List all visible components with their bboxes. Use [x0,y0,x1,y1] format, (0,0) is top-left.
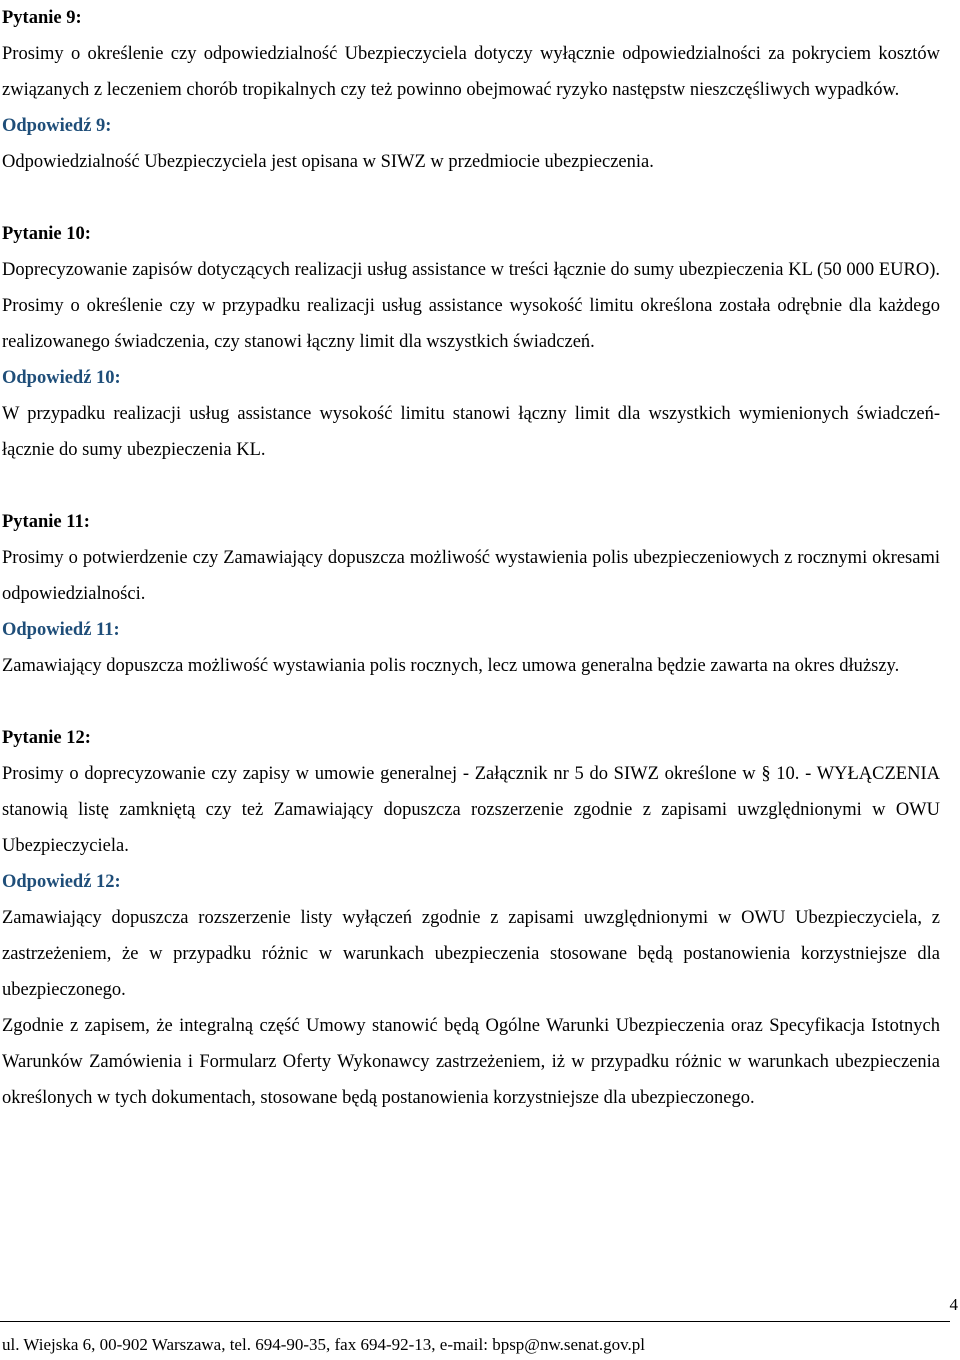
footer-divider [0,1321,950,1322]
answer-text: Odpowiedzialność Ubezpieczyciela jest opisana w SIWZ w przedmiocie ubezpieczenia. [2,152,654,172]
question-text: Prosimy o doprecyzowanie czy zapisy w umowie generalnej - Załącznik nr 5 do SIWZ określone w § 10. - WYŁĄCZENIA stanowią listę zamkniętą czy też Zamawiający dopuszcza rozszerzenie zgodnie z zapisami uwzględnionymi w OWU Ubezpieczyciela. [2,764,940,856]
page-number: 4 [949,1295,958,1314]
answer-heading: Odpowiedź 11: [2,620,120,640]
answer-heading: Odpowiedź 9: [2,116,112,136]
answer-heading: Odpowiedź 12: [2,872,121,892]
question-heading: Pytanie 9: [2,8,82,28]
qa-section-9 [2,0,940,180]
qa-section-11 [2,504,940,684]
answer-text: Zamawiający dopuszcza rozszerzenie listy wyłączeń zgodnie z zapisami uwzględnionymi w OWU Ubezpieczyciela, z zastrzeżeniem, że w przypadku różnic w warunkach ubezpieczenia stosowane będą postanowienia korzystniejsze dla ubezpieczonego. [2,908,940,1000]
footer-address: ul. Wiejska 6, 00-902 Warszawa, tel. 694-90-35, fax 694-92-13, e-mail: bpsp@nw.senat.gov.pl [2,1335,645,1354]
question-heading: Pytanie 12: [2,728,91,748]
document-content [2,0,940,1116]
question-text: Prosimy o potwierdzenie czy Zamawiający dopuszcza możliwość wystawienia polis ubezpieczeniowych z rocznymi okresami odpowiedzialności. [2,548,940,604]
answer-heading: Odpowiedź 10: [2,368,121,388]
question-heading: Pytanie 11: [2,512,90,532]
answer-text: Zamawiający dopuszcza możliwość wystawiania polis rocznych, lecz umowa generalna będzie zawarta na okres dłuższy. [2,656,900,676]
question-text: Doprecyzowanie zapisów dotyczących realizacji usług assistance w treści łącznie do sumy ubezpieczenia KL (50 000 EURO). Prosimy o określenie czy w przypadku realizacji usług assistance wysokość limitu określona została odrębnie dla każdego realizowanego świadczenia, czy stanowi łączny limit dla wszystkich świadczeń. [2,260,940,352]
answer-text: W przypadku realizacji usług assistance wysokość limitu stanowi łączny limit dla wszystkich wymienionych świadczeń- łącznie do sumy ubezpieczenia KL. [2,404,940,460]
question-heading: Pytanie 10: [2,224,91,244]
question-text: Prosimy o określenie czy odpowiedzialność Ubezpieczyciela dotyczy wyłącznie odpowiedzialności za pokryciem kosztów związanych z leczeniem chorób tropikalnych czy też powinno obejmować ryzyko następstw nieszczęśliwych wypadków. [2,44,940,100]
qa-section-10 [2,216,940,468]
qa-section-12 [2,720,940,1116]
answer-text: Zgodnie z zapisem, że integralną część Umowy stanowić będą Ogólne Warunki Ubezpieczenia oraz Specyfikacja Istotnych Warunków Zamówienia i Formularz Oferty Wykonawcy zastrzeżeniem, iż w przypadku różnic w warunkach ubezpieczenia określonych w tych dokumentach, stosowane będą postanowienia korzystniejsze dla ubezpieczonego. [2,1016,940,1108]
